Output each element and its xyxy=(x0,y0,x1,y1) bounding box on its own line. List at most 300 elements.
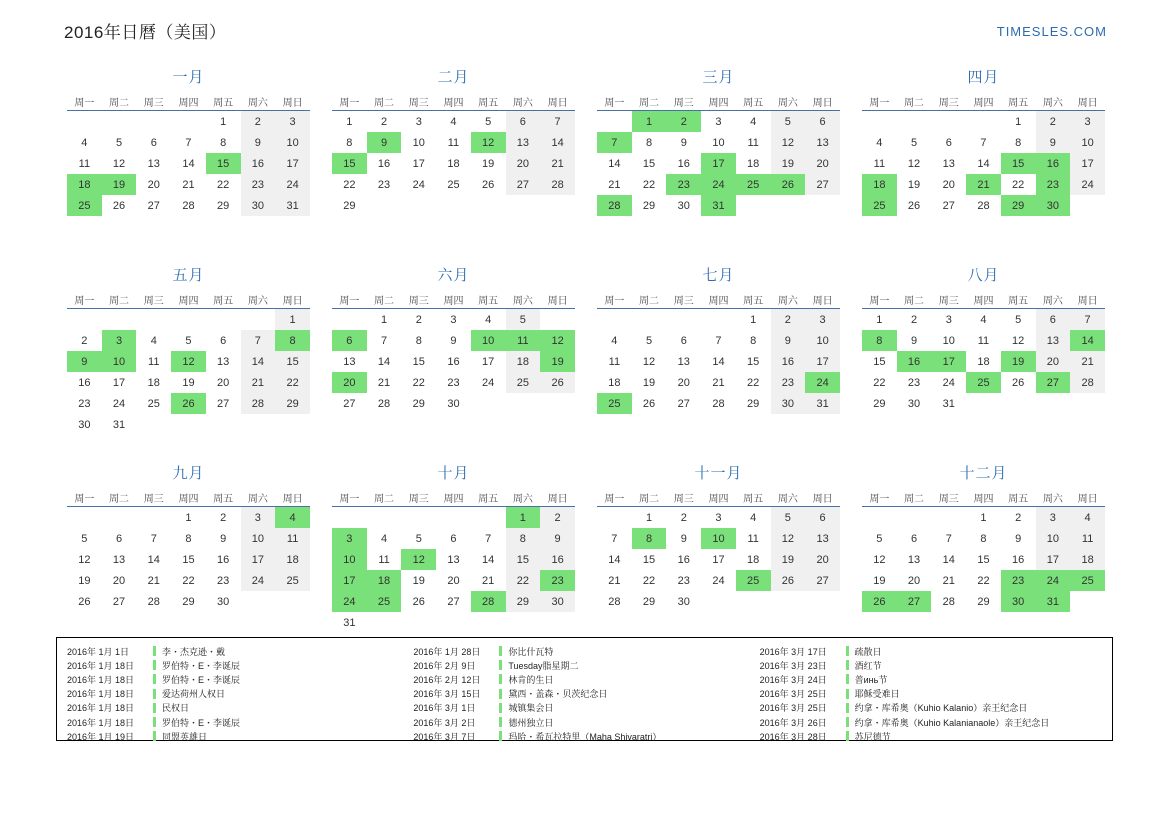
day-cell[interactable]: 11 xyxy=(78,157,91,170)
day-cell[interactable]: 26 xyxy=(907,199,921,212)
day-cell[interactable]: 4 xyxy=(980,313,987,326)
day-cell[interactable]: 7 xyxy=(980,136,987,149)
day-cell[interactable]: 21 xyxy=(1070,351,1105,372)
day-cell[interactable]: 21 xyxy=(712,376,725,389)
day-cell[interactable]: 10 xyxy=(1070,132,1105,153)
day-cell[interactable]: 1 xyxy=(380,313,388,326)
day-cell[interactable]: 14 xyxy=(540,132,575,153)
day-cell-holiday[interactable]: 23 xyxy=(540,570,575,591)
day-cell[interactable]: 24 xyxy=(112,397,126,410)
day-cell[interactable]: 30 xyxy=(78,418,91,431)
day-cell[interactable]: 3 xyxy=(415,115,422,128)
day-cell[interactable]: 19 xyxy=(771,549,806,570)
day-cell[interactable]: 6 xyxy=(805,111,840,133)
day-cell-holiday[interactable]: 19 xyxy=(540,351,575,372)
day-cell[interactable]: 2 xyxy=(415,313,422,326)
day-cell[interactable]: 27 xyxy=(447,595,460,608)
day-cell-holiday[interactable]: 24 xyxy=(1036,570,1071,591)
day-cell[interactable]: 9 xyxy=(450,334,457,347)
day-cell[interactable]: 5 xyxy=(771,507,806,529)
day-cell[interactable]: 5 xyxy=(415,532,422,545)
day-cell[interactable]: 3 xyxy=(945,313,952,326)
day-cell[interactable]: 27 xyxy=(677,397,690,410)
day-cell[interactable]: 17 xyxy=(241,549,276,570)
day-cell-holiday[interactable]: 27 xyxy=(897,591,932,612)
day-cell[interactable]: 14 xyxy=(377,355,391,368)
day-cell-holiday[interactable]: 12 xyxy=(171,351,206,372)
day-cell[interactable]: 9 xyxy=(220,532,227,545)
day-cell[interactable]: 29 xyxy=(873,397,886,410)
day-cell[interactable]: 8 xyxy=(1015,136,1022,149)
day-cell[interactable]: 5 xyxy=(506,309,541,331)
day-cell[interactable]: 9 xyxy=(680,532,687,545)
day-cell-holiday[interactable]: 11 xyxy=(506,330,541,351)
day-cell-holiday[interactable]: 3 xyxy=(102,330,137,351)
day-cell[interactable]: 27 xyxy=(805,174,840,195)
day-cell[interactable]: 6 xyxy=(945,136,952,149)
day-cell[interactable]: 29 xyxy=(217,199,230,212)
day-cell[interactable]: 13 xyxy=(677,355,690,368)
day-cell[interactable]: 15 xyxy=(642,553,656,566)
day-cell[interactable]: 27 xyxy=(805,570,840,591)
day-cell[interactable]: 15 xyxy=(977,553,990,566)
day-cell[interactable]: 11 xyxy=(873,157,886,170)
day-cell[interactable]: 3 xyxy=(241,507,276,529)
day-cell-holiday[interactable]: 26 xyxy=(771,174,806,195)
day-cell-holiday[interactable]: 25 xyxy=(966,372,1001,393)
day-cell[interactable]: 23 xyxy=(78,397,91,410)
day-cell[interactable]: 19 xyxy=(771,153,806,174)
day-cell[interactable]: 15 xyxy=(506,549,541,570)
day-cell[interactable]: 9 xyxy=(1015,532,1022,545)
day-cell-holiday[interactable]: 25 xyxy=(367,591,402,612)
day-cell[interactable]: 13 xyxy=(942,157,955,170)
day-cell[interactable]: 7 xyxy=(611,532,618,545)
day-cell[interactable]: 1 xyxy=(876,313,883,326)
day-cell[interactable]: 5 xyxy=(185,334,192,347)
day-cell[interactable]: 7 xyxy=(185,136,192,149)
day-cell[interactable]: 20 xyxy=(447,574,460,587)
day-cell[interactable]: 6 xyxy=(150,136,157,149)
day-cell[interactable]: 9 xyxy=(540,528,575,549)
day-cell[interactable]: 13 xyxy=(506,132,541,153)
day-cell[interactable]: 19 xyxy=(412,574,425,587)
day-cell[interactable]: 15 xyxy=(873,355,886,368)
day-cell[interactable]: 5 xyxy=(115,136,123,149)
day-cell[interactable]: 5 xyxy=(81,532,88,545)
day-cell-holiday[interactable]: 4 xyxy=(275,507,310,529)
day-cell-holiday[interactable]: 29 xyxy=(1001,195,1036,216)
day-cell-holiday[interactable]: 27 xyxy=(1036,372,1071,393)
day-cell[interactable]: 28 xyxy=(1070,372,1105,393)
day-cell[interactable]: 8 xyxy=(415,334,422,347)
day-cell[interactable]: 10 xyxy=(275,132,310,153)
day-cell[interactable]: 22 xyxy=(1012,178,1025,191)
day-cell[interactable]: 21 xyxy=(608,574,621,587)
day-cell[interactable]: 16 xyxy=(677,553,690,566)
day-cell[interactable]: 18 xyxy=(1070,549,1105,570)
day-cell-holiday[interactable]: 12 xyxy=(401,549,436,570)
day-cell[interactable]: 2 xyxy=(771,309,806,331)
day-cell[interactable]: 21 xyxy=(182,178,195,191)
day-cell[interactable]: 1 xyxy=(185,511,192,524)
day-cell[interactable]: 22 xyxy=(275,372,310,393)
day-cell[interactable]: 17 xyxy=(712,553,725,566)
day-cell[interactable]: 28 xyxy=(712,397,725,410)
day-cell[interactable]: 20 xyxy=(147,178,160,191)
day-cell[interactable]: 1 xyxy=(1015,115,1022,128)
day-cell[interactable]: 30 xyxy=(217,595,230,608)
day-cell[interactable]: 21 xyxy=(540,153,575,174)
day-cell-holiday[interactable]: 17 xyxy=(931,351,966,372)
day-cell[interactable]: 7 xyxy=(1070,309,1105,331)
day-cell[interactable]: 17 xyxy=(275,153,310,174)
day-cell[interactable]: 28 xyxy=(241,393,276,414)
day-cell-holiday[interactable]: 9 xyxy=(67,351,102,372)
day-cell[interactable]: 24 xyxy=(241,570,276,591)
day-cell[interactable]: 16 xyxy=(241,153,276,174)
day-cell[interactable]: 10 xyxy=(412,136,425,149)
day-cell[interactable]: 23 xyxy=(447,376,460,389)
day-cell[interactable]: 2 xyxy=(680,511,687,524)
day-cell[interactable]: 29 xyxy=(747,397,760,410)
day-cell[interactable]: 1 xyxy=(980,511,987,524)
day-cell-holiday[interactable]: 31 xyxy=(701,195,736,216)
day-cell[interactable]: 22 xyxy=(747,376,760,389)
day-cell[interactable]: 22 xyxy=(412,376,425,389)
day-cell[interactable]: 21 xyxy=(482,574,495,587)
day-cell-holiday[interactable]: 18 xyxy=(67,174,102,195)
day-cell-holiday[interactable]: 21 xyxy=(966,174,1001,195)
day-cell[interactable]: 29 xyxy=(275,393,310,414)
day-cell[interactable]: 10 xyxy=(1036,528,1071,549)
day-cell[interactable]: 29 xyxy=(642,199,656,212)
day-cell-holiday[interactable]: 31 xyxy=(1036,591,1071,612)
day-cell[interactable]: 15 xyxy=(747,355,760,368)
day-cell[interactable]: 4 xyxy=(150,334,157,347)
day-cell[interactable]: 3 xyxy=(275,111,310,133)
day-cell[interactable]: 13 xyxy=(447,553,460,566)
day-cell[interactable]: 15 xyxy=(182,553,195,566)
day-cell-holiday[interactable]: 14 xyxy=(1070,330,1105,351)
day-cell[interactable]: 10 xyxy=(942,334,955,347)
day-cell[interactable]: 12 xyxy=(907,157,921,170)
day-cell[interactable]: 9 xyxy=(680,136,687,149)
day-cell[interactable]: 2 xyxy=(81,334,88,347)
day-cell[interactable]: 8 xyxy=(980,532,987,545)
day-cell[interactable]: 21 xyxy=(147,574,160,587)
day-cell[interactable]: 20 xyxy=(506,153,541,174)
day-cell[interactable]: 14 xyxy=(712,355,725,368)
day-cell[interactable]: 15 xyxy=(642,157,656,170)
day-cell[interactable]: 1 xyxy=(645,511,653,524)
day-cell[interactable]: 2 xyxy=(1015,511,1022,524)
day-cell[interactable]: 21 xyxy=(377,376,391,389)
day-cell[interactable]: 31 xyxy=(275,195,310,216)
day-cell[interactable]: 7 xyxy=(945,532,952,545)
day-cell[interactable]: 27 xyxy=(942,199,955,212)
day-cell-holiday[interactable]: 23 xyxy=(1036,174,1071,195)
day-cell[interactable]: 24 xyxy=(482,376,495,389)
day-cell[interactable]: 22 xyxy=(642,574,656,587)
day-cell[interactable]: 19 xyxy=(873,574,886,587)
day-cell-holiday[interactable]: 7 xyxy=(597,132,632,153)
day-cell[interactable]: 12 xyxy=(78,553,91,566)
day-cell[interactable]: 11 xyxy=(747,136,759,149)
day-cell[interactable]: 13 xyxy=(907,553,921,566)
day-cell[interactable]: 1 xyxy=(275,309,310,331)
day-cell-holiday[interactable]: 15 xyxy=(332,153,367,174)
day-cell[interactable]: 9 xyxy=(771,330,806,351)
day-cell[interactable]: 12 xyxy=(642,355,656,368)
day-cell[interactable]: 30 xyxy=(241,195,276,216)
day-cell[interactable]: 8 xyxy=(346,136,353,149)
day-cell[interactable]: 2 xyxy=(241,111,276,133)
day-cell[interactable]: 30 xyxy=(677,595,690,608)
day-cell[interactable]: 5 xyxy=(876,532,883,545)
day-cell[interactable]: 30 xyxy=(907,397,921,410)
day-cell[interactable]: 18 xyxy=(447,157,460,170)
day-cell[interactable]: 22 xyxy=(182,574,195,587)
day-cell[interactable]: 22 xyxy=(873,376,886,389)
day-cell[interactable]: 24 xyxy=(412,178,425,191)
day-cell[interactable]: 6 xyxy=(115,532,123,545)
day-cell-holiday[interactable]: 16 xyxy=(1036,153,1071,174)
day-cell[interactable]: 7 xyxy=(485,532,492,545)
day-cell[interactable]: 21 xyxy=(608,178,621,191)
day-cell[interactable]: 16 xyxy=(1012,553,1025,566)
day-cell[interactable]: 26 xyxy=(540,372,575,393)
day-cell[interactable]: 19 xyxy=(182,376,195,389)
day-cell[interactable]: 18 xyxy=(608,376,621,389)
day-cell-holiday[interactable]: 16 xyxy=(897,351,932,372)
day-cell[interactable]: 10 xyxy=(805,330,840,351)
day-cell[interactable]: 11 xyxy=(747,532,759,545)
day-cell[interactable]: 29 xyxy=(506,591,541,612)
day-cell[interactable]: 11 xyxy=(977,334,990,347)
day-cell[interactable]: 16 xyxy=(677,157,690,170)
day-cell[interactable]: 18 xyxy=(506,351,541,372)
day-cell[interactable]: 16 xyxy=(78,376,91,389)
day-cell[interactable]: 22 xyxy=(506,570,541,591)
day-cell[interactable]: 20 xyxy=(907,574,921,587)
day-cell[interactable]: 5 xyxy=(771,111,806,133)
day-cell-holiday[interactable]: 30 xyxy=(1001,591,1036,612)
day-cell[interactable]: 13 xyxy=(112,553,126,566)
day-cell[interactable]: 29 xyxy=(343,199,356,212)
day-cell-holiday[interactable]: 30 xyxy=(1036,195,1071,216)
day-cell[interactable]: 13 xyxy=(1036,330,1071,351)
day-cell[interactable]: 24 xyxy=(1070,174,1105,195)
day-cell[interactable]: 21 xyxy=(942,574,955,587)
day-cell[interactable]: 4 xyxy=(750,115,757,128)
day-cell[interactable]: 1 xyxy=(750,313,757,326)
day-cell[interactable]: 23 xyxy=(377,178,391,191)
day-cell[interactable]: 11 xyxy=(608,355,621,368)
day-cell[interactable]: 28 xyxy=(977,199,990,212)
day-cell-holiday[interactable]: 12 xyxy=(471,132,506,153)
day-cell[interactable]: 2 xyxy=(910,313,918,326)
day-cell-holiday[interactable]: 24 xyxy=(332,591,367,612)
day-cell[interactable]: 24 xyxy=(942,376,955,389)
day-cell-holiday[interactable]: 18 xyxy=(862,174,897,195)
day-cell[interactable]: 16 xyxy=(447,355,460,368)
day-cell-holiday[interactable]: 17 xyxy=(701,153,736,174)
day-cell[interactable]: 28 xyxy=(377,397,391,410)
day-cell[interactable]: 7 xyxy=(380,334,388,347)
day-cell[interactable]: 2 xyxy=(220,511,227,524)
day-cell[interactable]: 6 xyxy=(805,507,840,529)
day-cell[interactable]: 31 xyxy=(805,393,840,414)
day-cell-holiday[interactable]: 15 xyxy=(1001,153,1036,174)
day-cell[interactable]: 30 xyxy=(447,397,460,410)
day-cell[interactable]: 17 xyxy=(482,355,495,368)
day-cell[interactable]: 21 xyxy=(241,372,276,393)
day-cell[interactable]: 14 xyxy=(977,157,990,170)
day-cell[interactable]: 7 xyxy=(150,532,157,545)
day-cell-holiday[interactable]: 25 xyxy=(67,195,102,216)
day-cell[interactable]: 25 xyxy=(275,570,310,591)
day-cell[interactable]: 23 xyxy=(677,574,690,587)
day-cell-holiday[interactable]: 2 xyxy=(666,111,701,133)
day-cell[interactable]: 22 xyxy=(642,178,656,191)
day-cell-holiday[interactable]: 26 xyxy=(862,591,897,612)
day-cell[interactable]: 3 xyxy=(715,511,722,524)
day-cell[interactable]: 10 xyxy=(241,528,276,549)
day-cell[interactable]: 28 xyxy=(942,595,955,608)
day-cell[interactable]: 27 xyxy=(506,174,541,195)
day-cell[interactable]: 29 xyxy=(642,595,656,608)
day-cell[interactable]: 13 xyxy=(147,157,160,170)
day-cell[interactable]: 24 xyxy=(712,574,725,587)
day-cell[interactable]: 16 xyxy=(540,549,575,570)
day-cell-holiday[interactable]: 6 xyxy=(332,330,367,351)
day-cell-holiday[interactable]: 3 xyxy=(332,528,367,549)
day-cell-holiday[interactable]: 20 xyxy=(332,372,367,393)
day-cell[interactable]: 13 xyxy=(805,528,840,549)
day-cell[interactable]: 9 xyxy=(910,334,918,347)
day-cell[interactable]: 4 xyxy=(876,136,883,149)
day-cell[interactable]: 26 xyxy=(771,570,806,591)
day-cell[interactable]: 29 xyxy=(412,397,425,410)
day-cell[interactable]: 4 xyxy=(611,334,618,347)
day-cell[interactable]: 17 xyxy=(112,376,126,389)
day-cell-holiday[interactable]: 19 xyxy=(1001,351,1036,372)
day-cell[interactable]: 25 xyxy=(447,178,460,191)
day-cell[interactable]: 4 xyxy=(485,313,492,326)
day-cell[interactable]: 3 xyxy=(805,309,840,331)
day-cell[interactable]: 22 xyxy=(343,178,356,191)
day-cell[interactable]: 3 xyxy=(715,115,722,128)
day-cell[interactable]: 30 xyxy=(771,393,806,414)
day-cell[interactable]: 6 xyxy=(220,334,227,347)
day-cell[interactable]: 2 xyxy=(1036,111,1071,133)
day-cell-holiday[interactable]: 1 xyxy=(632,111,667,133)
day-cell[interactable]: 8 xyxy=(750,334,757,347)
day-cell[interactable]: 23 xyxy=(241,174,276,195)
day-cell[interactable]: 31 xyxy=(112,418,126,431)
day-cell-holiday[interactable]: 18 xyxy=(367,570,402,591)
day-cell[interactable]: 3 xyxy=(1036,507,1071,529)
day-cell[interactable]: 13 xyxy=(217,355,230,368)
day-cell-holiday[interactable]: 25 xyxy=(736,174,771,195)
day-cell[interactable]: 20 xyxy=(112,574,126,587)
day-cell[interactable]: 11 xyxy=(275,528,310,549)
day-cell[interactable]: 20 xyxy=(1036,351,1071,372)
day-cell[interactable]: 9 xyxy=(1036,132,1071,153)
day-cell[interactable]: 26 xyxy=(78,595,91,608)
day-cell[interactable]: 11 xyxy=(378,553,390,566)
day-cell[interactable]: 8 xyxy=(220,136,227,149)
day-cell-holiday[interactable]: 10 xyxy=(471,330,506,351)
day-cell[interactable]: 20 xyxy=(942,178,955,191)
day-cell-holiday[interactable]: 15 xyxy=(206,153,241,174)
day-cell[interactable]: 14 xyxy=(147,553,160,566)
day-cell[interactable]: 19 xyxy=(642,376,656,389)
day-cell[interactable]: 28 xyxy=(608,595,621,608)
day-cell[interactable]: 4 xyxy=(450,115,457,128)
day-cell[interactable]: 8 xyxy=(645,136,653,149)
day-cell[interactable]: 14 xyxy=(942,553,955,566)
day-cell[interactable]: 12 xyxy=(873,553,886,566)
day-cell[interactable]: 3 xyxy=(1070,111,1105,133)
day-cell-holiday[interactable]: 26 xyxy=(171,393,206,414)
day-cell[interactable]: 29 xyxy=(977,595,990,608)
day-cell[interactable]: 12 xyxy=(1012,334,1025,347)
day-cell-holiday[interactable]: 28 xyxy=(471,591,506,612)
day-cell[interactable]: 4 xyxy=(380,532,388,545)
day-cell[interactable]: 20 xyxy=(805,549,840,570)
day-cell[interactable]: 22 xyxy=(217,178,230,191)
day-cell-holiday[interactable]: 25 xyxy=(1070,570,1105,591)
day-cell[interactable]: 5 xyxy=(1015,313,1022,326)
day-cell[interactable]: 23 xyxy=(771,372,806,393)
day-cell[interactable]: 16 xyxy=(771,351,806,372)
day-cell[interactable]: 27 xyxy=(217,397,230,410)
day-cell[interactable]: 17 xyxy=(412,157,425,170)
day-cell-holiday[interactable]: 23 xyxy=(1001,570,1036,591)
day-cell-holiday[interactable]: 10 xyxy=(102,351,137,372)
day-cell-holiday[interactable]: 25 xyxy=(736,570,771,591)
day-cell[interactable]: 3 xyxy=(450,313,457,326)
day-cell[interactable]: 14 xyxy=(482,553,495,566)
day-cell[interactable]: 4 xyxy=(1070,507,1105,529)
day-cell[interactable]: 28 xyxy=(147,595,160,608)
day-cell[interactable]: 25 xyxy=(147,397,160,410)
day-cell[interactable]: 22 xyxy=(977,574,990,587)
day-cell-holiday[interactable]: 23 xyxy=(666,174,701,195)
day-cell[interactable]: 8 xyxy=(185,532,192,545)
day-cell[interactable]: 19 xyxy=(482,157,495,170)
day-cell-holiday[interactable]: 1 xyxy=(506,507,541,529)
day-cell[interactable]: 12 xyxy=(771,528,806,549)
day-cell[interactable]: 28 xyxy=(540,174,575,195)
day-cell[interactable]: 25 xyxy=(506,372,541,393)
day-cell[interactable]: 18 xyxy=(147,376,160,389)
day-cell[interactable]: 31 xyxy=(942,397,955,410)
day-cell-holiday[interactable]: 8 xyxy=(275,330,310,351)
day-cell[interactable]: 19 xyxy=(78,574,91,587)
day-cell[interactable]: 8 xyxy=(506,528,541,549)
day-cell-holiday[interactable]: 10 xyxy=(332,549,367,570)
day-cell[interactable]: 15 xyxy=(275,351,310,372)
day-cell[interactable]: 11 xyxy=(447,136,460,149)
day-cell[interactable]: 17 xyxy=(1070,153,1105,174)
day-cell-holiday[interactable]: 24 xyxy=(805,372,840,393)
day-cell[interactable]: 6 xyxy=(680,334,687,347)
day-cell[interactable]: 30 xyxy=(540,591,575,612)
day-cell[interactable]: 11 xyxy=(148,355,160,368)
